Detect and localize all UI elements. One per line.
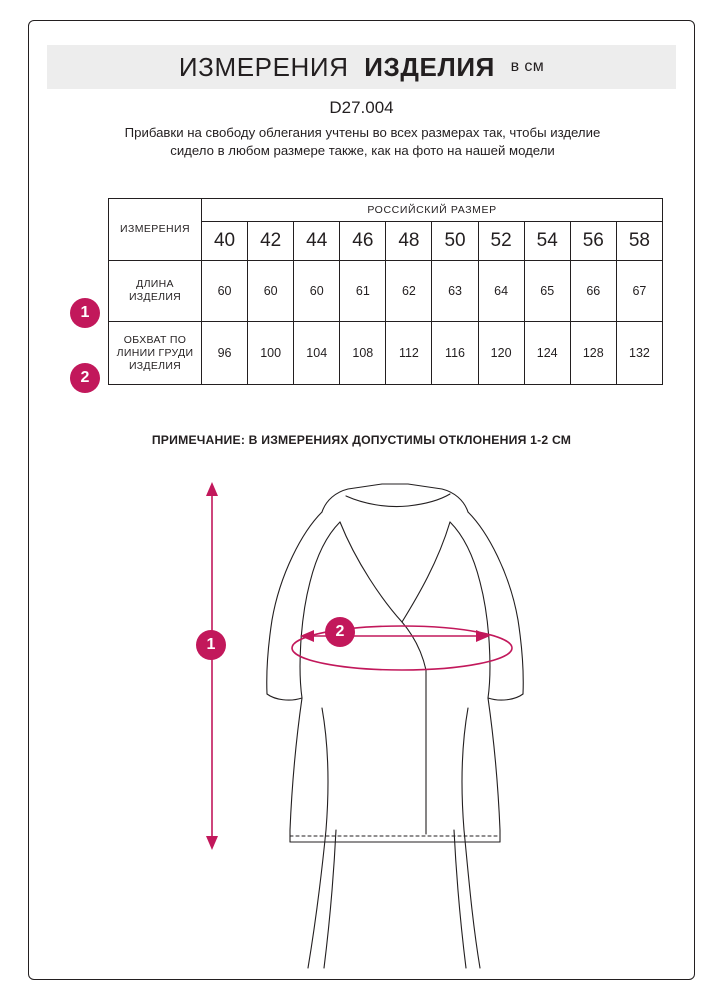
diagram-marker-chest: 2 (325, 617, 355, 647)
table-cell: 60 (294, 261, 340, 322)
size-header-cell: 40 (202, 222, 248, 261)
model-code: D27.004 (329, 98, 394, 117)
title-measurements: ИЗМЕРЕНИЯ (178, 51, 349, 82)
size-header-cell: 58 (616, 222, 662, 261)
table-cell: 63 (432, 261, 478, 322)
size-header-cell: 56 (570, 222, 616, 261)
table-cell: 62 (386, 261, 432, 322)
table-cell: 116 (432, 322, 478, 385)
table-cell: 67 (616, 261, 662, 322)
table-cell: 112 (386, 322, 432, 385)
note-text: ПРИМЕЧАНИЕ: В ИЗМЕРЕНИЯХ ДОПУСТИМЫ ОТКЛОНЕНИЯ 1-2 СМ (151, 433, 572, 447)
table-cell: 64 (478, 261, 524, 322)
size-header-cell: 46 (340, 222, 386, 261)
table-cell: 108 (340, 322, 386, 385)
table-row (109, 261, 663, 322)
table-cell: 65 (524, 261, 570, 322)
table-cell: 128 (570, 322, 616, 385)
title-product: ИЗДЕЛИЯ (364, 51, 495, 82)
table-cell: 104 (294, 322, 340, 385)
row-marker-2: 2 (70, 363, 100, 393)
table-cell: 132 (616, 322, 662, 385)
title-units: в см (510, 58, 545, 75)
table-cell: 124 (524, 322, 570, 385)
table-cell: 60 (202, 261, 248, 322)
table-row (109, 322, 663, 385)
header-russian-size: РОССИЙСКИЙ РАЗМЕР (202, 199, 663, 222)
table-cell: 120 (478, 322, 524, 385)
size-table (108, 198, 663, 385)
page-title (47, 45, 676, 89)
intro-text: Прибавки на свободу облегания учтены во всех размерах так, чтобы изделие сидело в любом размере также, как на фото на нашей модели (124, 125, 601, 158)
arrow-down-icon (206, 836, 218, 850)
size-header-cell: 52 (478, 222, 524, 261)
size-header-cell: 50 (432, 222, 478, 261)
diagram-marker-length: 1 (196, 630, 226, 660)
size-header-cell: 44 (294, 222, 340, 261)
arrow-up-icon (206, 482, 218, 496)
table-cell: 100 (248, 322, 294, 385)
size-header-cell: 54 (524, 222, 570, 261)
row-marker-1: 1 (70, 298, 100, 328)
table-cell: 60 (248, 261, 294, 322)
table-cell: 96 (202, 322, 248, 385)
table-cell: 61 (340, 261, 386, 322)
header-measurements: ИЗМЕРЕНИЯ (109, 199, 202, 261)
size-header-cell: 48 (386, 222, 432, 261)
table-cell: 66 (570, 261, 616, 322)
row-label-length: ДЛИНА ИЗДЕЛИЯ (109, 261, 202, 322)
garment-diagram (150, 470, 580, 970)
row-label-chest: ОБХВАТ ПО ЛИНИИ ГРУДИ ИЗДЕЛИЯ (109, 322, 202, 385)
table-header-group-row (109, 199, 663, 222)
size-header-cell: 42 (248, 222, 294, 261)
